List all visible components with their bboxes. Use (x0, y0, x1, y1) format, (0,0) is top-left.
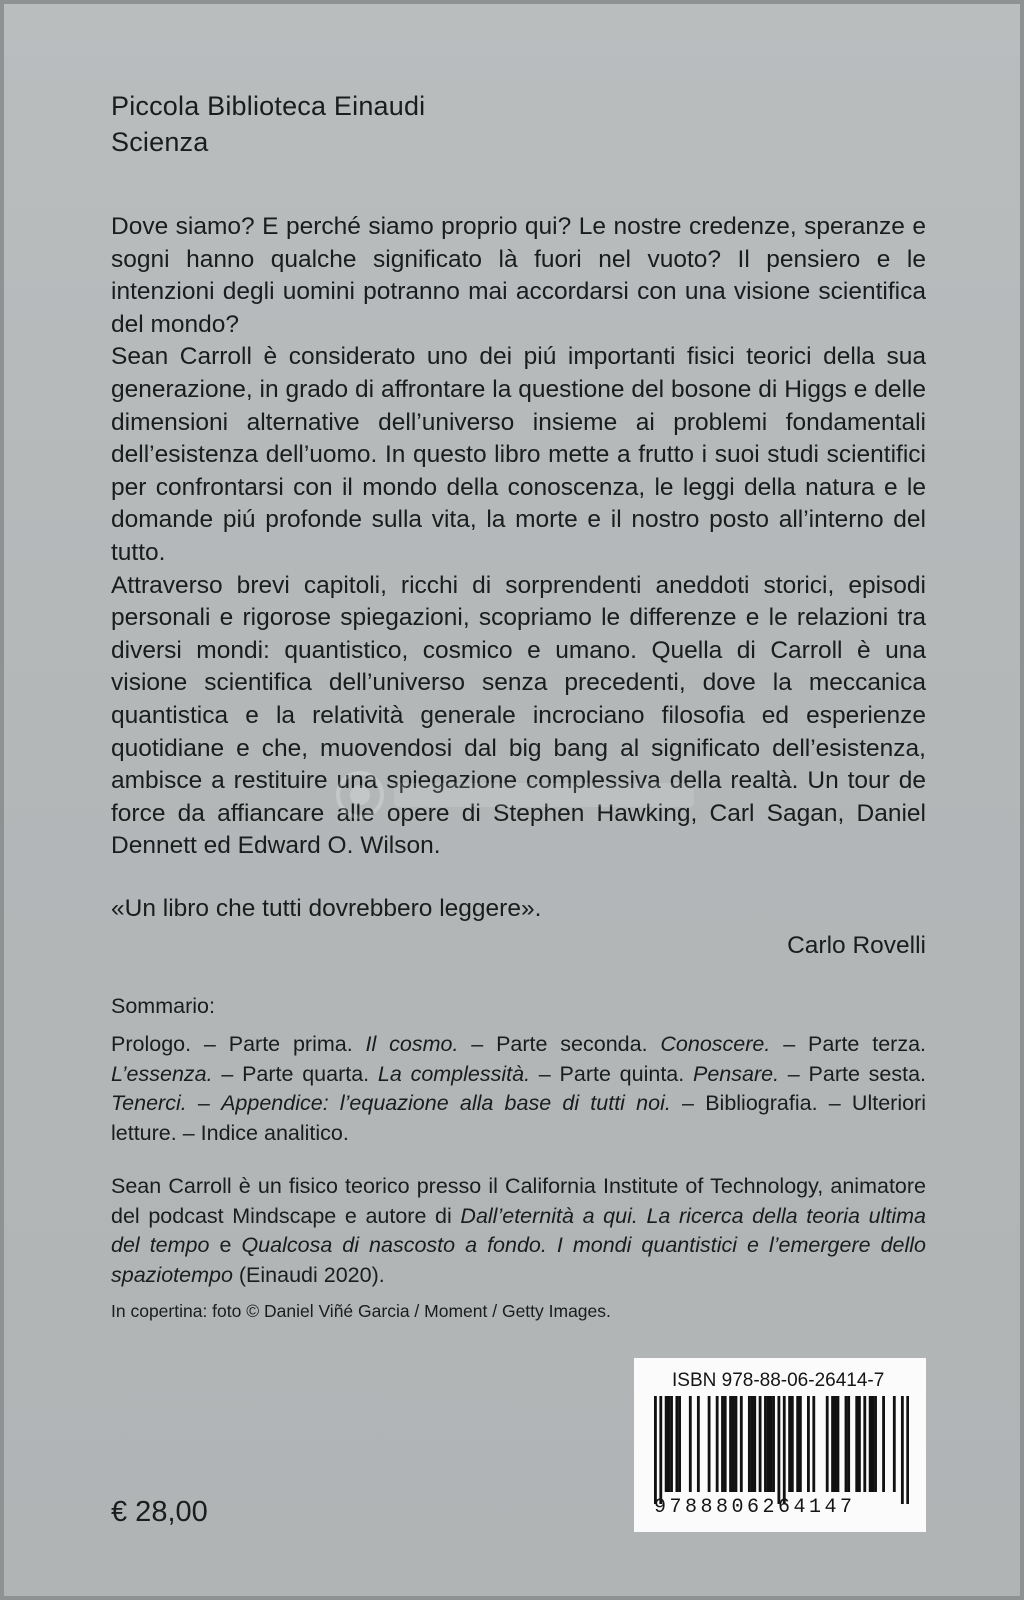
summary-item (111, 1032, 191, 1056)
barcode-bar (777, 1396, 780, 1504)
barcode-bar (751, 1396, 754, 1492)
barcode-bar (847, 1396, 850, 1492)
barcode-bar (855, 1396, 858, 1492)
barcode-bar (753, 1396, 756, 1492)
barcode-bar (670, 1396, 673, 1492)
barcode-bar (764, 1396, 767, 1492)
barcode-bar (735, 1396, 738, 1492)
review-quote (111, 893, 926, 962)
barcode-bar (893, 1396, 896, 1492)
barcode-bar (675, 1396, 678, 1492)
barcode-bar (906, 1396, 909, 1504)
price-label: € 28,00 (111, 1496, 208, 1528)
summary-item (496, 1032, 770, 1056)
barcode-icon (654, 1396, 909, 1504)
barcode-bar (812, 1396, 815, 1492)
barcode-bar (772, 1396, 775, 1492)
barcode-bar (724, 1396, 727, 1492)
barcode-bar (874, 1396, 877, 1492)
author-bio (111, 1172, 926, 1290)
barcode-bar (721, 1396, 724, 1492)
barcode-bar (678, 1396, 681, 1492)
barcode-bar (769, 1396, 772, 1492)
cover-credit: In copertina: foto © Daniel Viñé Garcia / Moment / Getty Images. (111, 1301, 611, 1321)
barcode-bar (748, 1396, 751, 1492)
summary-item-label: Parte prima. (228, 1032, 366, 1056)
summary-item-title: Il cosmo. (365, 1032, 459, 1056)
summary-item-label: Parte quinta. (559, 1061, 693, 1086)
summary-item-title: La complessità. (377, 1061, 531, 1086)
barcode-bar (740, 1396, 743, 1492)
quote-author: Carlo Rovelli (787, 932, 926, 959)
barcode-bar (759, 1396, 762, 1492)
barcode-bar (858, 1396, 861, 1492)
barcode-bar (667, 1396, 670, 1492)
barcode-panel (634, 1358, 926, 1532)
summary-item-title: Pensare. (692, 1061, 780, 1086)
barcode-bar (807, 1396, 810, 1492)
barcode-bar (665, 1396, 668, 1492)
summary-item-label: Parte seconda. (496, 1032, 661, 1056)
summary-list: Prologo. – Parte prima. Il cosmo. – Parte seconda. Conoscere. – Parte terza. L’essenza. – Parte quarta. La complessità. – Parte quinta. Pensare. – Parte sesta. Tenerci. – Appendice: l’equazione alla base di tutti noi. – Bibliografia. – Ulteriori letture. – Indice analitico. (111, 1032, 927, 1145)
barcode-bar (901, 1396, 904, 1504)
summary-title: Sommario: (111, 994, 215, 1018)
barcode-bar (791, 1396, 794, 1492)
summary-item (560, 1062, 780, 1086)
barcode-bar (863, 1396, 866, 1492)
blurb-paragraph-3: Attraverso brevi capitoli, ricchi di sorprendenti aneddoti storici, episodi personali e rigorose spiegazioni, scopriamo le differenze e le relazioni tra diversi mondi: quantistico, cosmico e umano. Quella di Carroll è una visione scientifica dell’universo senza precedenti, dove la meccanica quantistica e la relatività generale incrociano filosofia ed esperienze quotidiane e che, muovendosi dal big bang al significato dell’esistenza, ambisce a restituire una spiegazione complessiva della realtà. Un tour de force da affiancare alle opere di Stephen Hawking, Carl Sagan, Daniel Dennett ed Edward O. Wilson. (111, 571, 926, 860)
series-subject: Scienza (111, 127, 209, 157)
summary-item-title: Tenerci. (111, 1091, 187, 1115)
summary-item (201, 1121, 349, 1145)
watermark-logo (330, 765, 710, 825)
summary-item-title: Appendice: l’equazione alla base di tutti noi. (221, 1091, 671, 1115)
barcode-bar (697, 1396, 700, 1492)
barcode-bar (871, 1396, 874, 1492)
blurb-paragraph-1: Dove siamo? E perché siamo proprio qui? Le nostre credenze, speranze e sogni hanno qualche significato là fuori nel vuoto? Il pensiero e le intenzioni degli uomini potranno mai accordarsi con una visione scientifica del mondo? (111, 213, 926, 338)
summary-item-label: Indice analitico. (200, 1120, 349, 1145)
summary-item (242, 1062, 530, 1086)
barcode-bar (837, 1396, 840, 1492)
barcode-bar (834, 1396, 837, 1492)
bio-intro: Sean Carroll è un fisico teorico presso il California Institute of Technology, animatore del podcast Mindscape e autore di (111, 1174, 926, 1228)
summary-item-title: Conoscere. (660, 1032, 771, 1056)
quote-text: «Un libro che tutti dovrebbero leggere». (111, 895, 542, 922)
barcode-bar (869, 1396, 872, 1492)
blurb-paragraph-2: Sean Carroll è considerato uno dei piú importanti fisici teorici della sua generazione, in grado di affrontare la questione del bosone di Higgs e delle dimensioni alternative dell’universo insieme ai problemi fondamentali dell’esistenza dell’uomo. In questo libro mette a frutto i suoi studi scientifici per confrontarsi con il mondo della conoscenza, le leggi della natura e le domande piú profonde sulla vita, la morte e il nostro posto all’interno del tutto. (111, 343, 926, 566)
ean-digits: 9788806264147 (654, 1496, 856, 1519)
barcode-bar (831, 1396, 834, 1492)
barcode-bar (732, 1396, 735, 1492)
bio-and: e (209, 1233, 242, 1257)
summary-item (705, 1091, 817, 1115)
barcode-bar (767, 1396, 770, 1492)
barcode-bar (716, 1396, 719, 1492)
barcode-bar (689, 1396, 692, 1492)
barcode-bar (659, 1396, 662, 1504)
summary-item-label: Ulteriori letture. (111, 1091, 926, 1145)
summary-item (229, 1032, 459, 1056)
summary-item-title: L’essenza. (111, 1061, 213, 1086)
series-name: Piccola Biblioteca Einaudi (111, 91, 426, 121)
barcode-bar (654, 1396, 657, 1504)
barcode-bar (882, 1396, 885, 1492)
summary-item (221, 1091, 671, 1115)
isbn-label: ISBN 978-88-06-26414-7 (672, 1370, 885, 1391)
bio-end: (Einaudi 2020). (232, 1262, 385, 1287)
bio-book-1: Dall’eternità a qui. La ricerca della teoria ultima del tempo (111, 1203, 926, 1257)
barcode-bar (783, 1396, 786, 1504)
barcode-bar (826, 1396, 829, 1492)
summary-item-label: Prologo. (111, 1032, 192, 1056)
barcode-bar (845, 1396, 848, 1492)
series-heading (111, 88, 425, 160)
bio-book-2: Qualcosa di nascosto a fondo. I mondi quantistici e l’emergere dello spaziotempo (111, 1233, 927, 1287)
summary-item-label: Parte quarta. (242, 1061, 378, 1086)
barcode-bar (799, 1396, 802, 1492)
barcode-bar (708, 1396, 711, 1492)
summary-item-label: Parte terza. (808, 1032, 926, 1056)
summary-item-label: Bibliografia. (705, 1091, 818, 1115)
barcode-bar (788, 1396, 791, 1492)
barcode-bar (729, 1396, 732, 1492)
barcode-bar (796, 1396, 799, 1492)
summary-item-label: Parte sesta. (808, 1061, 927, 1086)
